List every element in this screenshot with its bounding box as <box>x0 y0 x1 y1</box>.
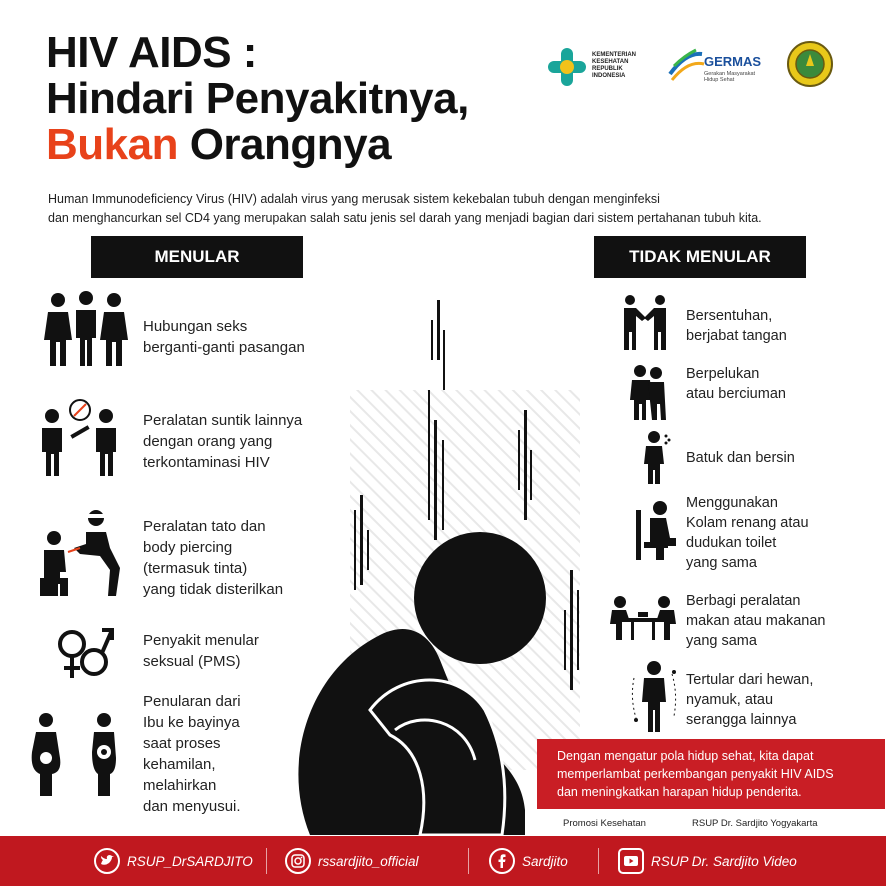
tidak-item-6-text: Tertular dari hewan, nyamuk, atau serangga lainnya <box>686 672 814 728</box>
menular-item-1-text: Hubungan seks berganti-ganti pasangan <box>143 318 305 356</box>
footer-divider <box>266 848 267 874</box>
youtube-icon <box>618 848 644 874</box>
germas-sub: Gerakan Masyarakat Hidup Sehat <box>704 71 756 83</box>
kemenkes-logo <box>546 46 637 93</box>
credit-rsup: RSUP Dr. Sardjito Yogyakarta <box>692 818 818 829</box>
pregnant-mother-icon <box>28 712 124 798</box>
handshake-icon <box>622 294 668 352</box>
cough-icon <box>642 430 672 486</box>
syringe-people-icon <box>40 398 120 478</box>
intro-line-2: dan menghancurkan sel CD4 yang merupakan salah satu jenis sel darah yang menjadi bagian dari sistem pertahanan tubuh kita. <box>48 211 762 225</box>
tidak-item-2-text: Berpelukan atau berciuman <box>686 366 786 402</box>
tidak-item-4-text: Menggunakan Kolam renang atau dudukan toilet yang sama <box>686 495 809 571</box>
twitter-link[interactable] <box>94 836 253 886</box>
kemenkes-icon <box>546 46 590 88</box>
menular-item-4-text: Penyakit menular seksual (PMS) <box>143 632 259 670</box>
gender-symbols-icon <box>54 626 116 680</box>
title-rest: Orangnya <box>177 120 392 169</box>
germas-swoosh-icon <box>666 44 706 84</box>
facebook-link[interactable] <box>489 836 568 886</box>
title-line-1: HIV AIDS : <box>46 28 257 77</box>
tidak-menular-header: TIDAK MENULAR <box>594 236 806 278</box>
tidak-item-1-text: Bersentuhan, berjabat tangan <box>686 308 787 344</box>
facebook-icon <box>489 848 515 874</box>
intro-text <box>48 190 838 228</box>
hug-icon <box>628 364 668 422</box>
title-highlight: Bukan <box>46 120 178 169</box>
page-title <box>46 30 469 168</box>
twitter-icon <box>94 848 120 874</box>
youtube-link[interactable] <box>618 836 797 886</box>
youtube-channel: RSUP Dr. Sardjito Video <box>651 853 797 869</box>
title-line-3 <box>46 122 469 168</box>
twitter-handle: RSUP_DrSARDJITO <box>127 853 253 869</box>
germas-logo <box>666 44 762 89</box>
toilet-icon <box>636 500 680 562</box>
instagram-icon <box>285 848 311 874</box>
group-people-icon <box>44 290 128 368</box>
tidak-item-3-text: Batuk dan bersin <box>686 450 795 466</box>
tidak-item-5-text: Berbagi peralatan makan atau makanan yang sama <box>686 593 826 649</box>
germas-text: GERMAS <box>704 54 762 69</box>
facebook-handle: Sardjito <box>522 853 568 869</box>
seal-icon <box>786 40 834 88</box>
health-note-box: Dengan mengatur pola hidup sehat, kita dapat memperlambat perkembangan penyakit HIV AIDS dan meningkatkan harapan hidup penderita. <box>537 739 885 809</box>
instagram-handle: rssardjito_official <box>318 853 419 869</box>
sardjito-seal-logo <box>786 40 834 93</box>
credit-promosi: Promosi Kesehatan <box>563 818 646 829</box>
social-footer <box>0 836 886 886</box>
footer-divider <box>468 848 469 874</box>
instagram-link[interactable] <box>285 836 419 886</box>
menular-item-3-text: Peralatan tato dan body piercing (termasuk tinta) yang tidak disterilkan <box>143 518 284 598</box>
footer-divider <box>598 848 599 874</box>
menular-item-5-text: Penularan dari Ibu ke bayinya saat proses kehamilan, melahirkan dan menyusui. <box>143 693 241 815</box>
menular-header: MENULAR <box>91 236 303 278</box>
intro-line-1: Human Immunodeficiency Virus (HIV) adalah virus yang merusak sistem kekebalan tubuh dengan menginfeksi <box>48 192 660 206</box>
insect-icon <box>630 658 678 734</box>
kemenkes-text: KEMENTERIAN KESEHATAN REPUBLIK INDONESIA <box>592 52 637 79</box>
title-line-2: Hindari Penyakitnya, <box>46 74 469 123</box>
dining-icon <box>608 594 678 642</box>
menular-item-2-text: Peralatan suntik lainnya dengan orang yang terkontaminasi HIV <box>143 412 303 471</box>
tattoo-icon <box>40 508 124 598</box>
